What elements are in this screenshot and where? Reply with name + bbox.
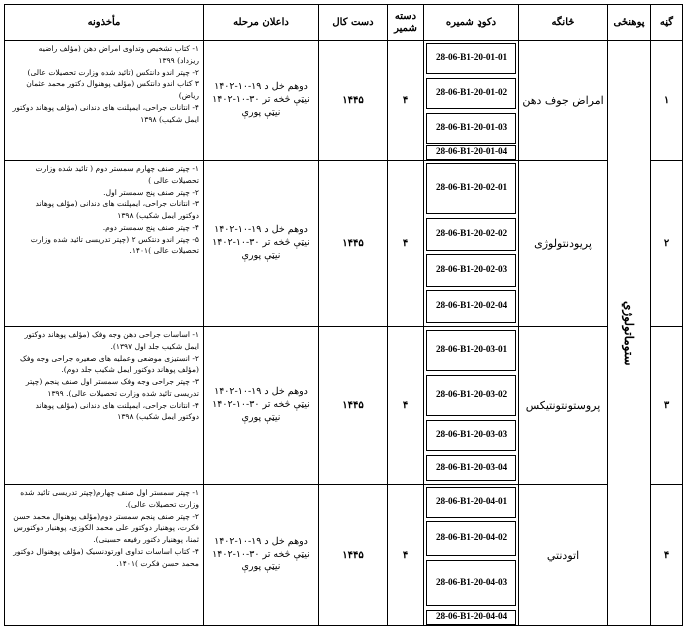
source-line: ۲- چپتر صنف پنجم سمستر دوم(مؤلف پوهنوال محمد حسن bbox=[13, 511, 199, 521]
position-code: 28-06-B1-20-03-01 bbox=[435, 345, 508, 355]
source-line: تحصیلات عالی ) bbox=[148, 175, 199, 185]
announce-phase bbox=[204, 327, 318, 484]
position-code: 28-06-B1-20-02-01 bbox=[435, 183, 508, 193]
position-code: 28-06-B1-20-01-02 bbox=[435, 88, 508, 98]
source-line: ۱- اساسات جراحی دهن وجه وفک (مؤلف پوهاند دوکتور bbox=[24, 330, 199, 339]
sources-list bbox=[5, 485, 203, 625]
row-number: ۲ bbox=[663, 238, 670, 249]
header-announce-phase: داعلان مرحله bbox=[233, 16, 289, 28]
position-code: 28-06-B1-20-02-03 bbox=[435, 265, 508, 275]
source-line: ۳- چپتر جراحی وجه وفک سمستر اول صنف پنجم (چپتر bbox=[25, 377, 199, 387]
source-line: ۲- انستیزی موضعی وعملیه های صغیره جراحی وجه وفک bbox=[20, 353, 199, 363]
phase-line: نیټې پورې bbox=[241, 106, 281, 118]
year-value: ۱۴۴۵ bbox=[342, 238, 364, 249]
phase-line: دوهم خل د ۱۹-۱۰-۱۴۰۲ bbox=[214, 535, 308, 547]
row-number: ۱ bbox=[663, 95, 670, 106]
sources-list bbox=[5, 41, 203, 160]
source-line: ۴- چپتر صنف پنج سمستر دوم. bbox=[102, 222, 199, 232]
position-code: 28-06-B1-20-04-03 bbox=[435, 577, 508, 588]
source-line: ۱- کتاب تشخیص وتداوی امراض دهن (مؤلف راضیه bbox=[38, 44, 199, 53]
phase-line: دوهم خل د ۱۹-۱۰-۱۴۰۲ bbox=[214, 386, 308, 398]
source-line: (مؤلف پوهاند دوکتور ایمل شکیب جلد دوم). bbox=[61, 365, 199, 375]
position-code: 28-06-B1-20-04-04 bbox=[435, 612, 508, 622]
department-name: پروستونتونتیکس bbox=[525, 399, 601, 412]
phase-line: نیټې پورې bbox=[241, 411, 281, 423]
source-line: ۴- کتاب اساسات تداوی اورتودنسیک (مؤلف پوهنوال دوکتور bbox=[13, 546, 199, 556]
position-code: 28-06-B1-20-02-02 bbox=[435, 229, 508, 239]
header-code: دکوډ شمیره bbox=[445, 16, 497, 28]
sources-list bbox=[5, 327, 203, 484]
source-line: ایمل شکیب جلد اول ۱۳۹۷). bbox=[110, 341, 199, 351]
source-line: فکرت، پوهنیار دوکتور علی محمد الکوزی، پوهنیار دوکتورس bbox=[13, 523, 199, 533]
position-code: 28-06-B1-20-03-04 bbox=[435, 462, 508, 473]
section-count: ۴ bbox=[402, 400, 409, 411]
phase-line: نیټې څخه تر ۳۰-۱۰-۱۴۰۲ bbox=[212, 94, 310, 106]
header-faculty: پوهنځی bbox=[613, 16, 645, 28]
source-line: ۴- انتانات جراحی، ایمپلنت های دندانی (مؤلف پوهاند دوکتور bbox=[12, 102, 199, 112]
source-line: ریاض) bbox=[178, 91, 199, 101]
source-line: تدریسی تائید شده وزارت تحصیلات عالی). ۱۳۹۹ bbox=[47, 388, 199, 398]
announce-phase bbox=[204, 41, 318, 160]
position-code: 28-06-B1-20-02-04 bbox=[435, 301, 508, 311]
announce-phase bbox=[204, 485, 318, 625]
department-name: اتودنتي bbox=[546, 548, 580, 562]
position-code: 28-06-B1-20-03-03 bbox=[435, 430, 508, 440]
section-count: ۴ bbox=[402, 549, 409, 561]
source-line: تحصیلات عالی )۱۴۰۱. bbox=[129, 246, 199, 256]
phase-line: نیټې پورې bbox=[241, 249, 281, 261]
row-number: ۴ bbox=[663, 549, 670, 561]
announce-phase bbox=[204, 161, 318, 326]
source-line: ۱- چپتر صنف چهارم سمستر دوم ( تائید شده وزارت bbox=[35, 164, 199, 173]
year-value: ۱۴۴۵ bbox=[342, 549, 364, 561]
row-number: ۳ bbox=[663, 400, 670, 411]
phase-line: نیټې پورې bbox=[241, 561, 281, 573]
phase-line: نیټې څخه تر ۳۰-۱۰-۱۴۰۲ bbox=[212, 399, 310, 411]
position-code: 28-06-B1-20-01-01 bbox=[435, 53, 508, 63]
position-code: 28-06-B1-20-04-02 bbox=[435, 533, 508, 543]
source-line: دوکتور ایمل شکیب) ۱۳۹۸ bbox=[117, 211, 199, 221]
source-line: ۲- چپتر صنف پنج سمستر اول. bbox=[103, 187, 199, 197]
year-value: ۱۴۴۵ bbox=[342, 95, 364, 106]
faculty-name: ستوماتولوژي bbox=[622, 300, 636, 366]
faculty-cell bbox=[608, 41, 650, 625]
source-line: محمد حسن فکرت )۱۴۰۱. bbox=[116, 558, 199, 568]
source-line: ۲- چپتر اندو دانتکس (تائید شده وزارت تحصیلات عالی) bbox=[27, 67, 199, 77]
phase-line: نیټې څخه تر ۳۰-۱۰-۱۴۰۲ bbox=[212, 548, 310, 560]
position-code: 28-06-B1-20-01-03 bbox=[435, 123, 508, 133]
source-line: دوکتور ایمل شکیب) ۱۳۹۸ bbox=[117, 412, 199, 422]
sources-list bbox=[5, 161, 203, 326]
header-sources: مأخذونه bbox=[87, 16, 121, 28]
position-code: 28-06-B1-20-04-01 bbox=[435, 497, 508, 507]
header-department: څانگه bbox=[551, 16, 575, 28]
phase-line: دوهم خل د ۱۹-۱۰-۱۴۰۲ bbox=[214, 81, 308, 93]
source-line: ۴- انتانات جراحی، ایمپلنت های دندانی (مؤلف پوهاند bbox=[35, 400, 199, 410]
source-line: ۳ کتاب اندو دانتکس (مؤلف پوهنوال دکتور محمد عثمان bbox=[26, 79, 199, 89]
department-name: امراض جوف دهن bbox=[522, 94, 604, 107]
source-line: ثمنا، پوهنیار دکتور رفیعه حسینی). bbox=[93, 535, 199, 545]
header-gana: گڼه bbox=[659, 16, 674, 28]
phase-line: دوهم خل د ۱۹-۱۰-۱۴۰۲ bbox=[214, 224, 308, 236]
position-code: 28-06-B1-20-03-02 bbox=[435, 390, 508, 400]
year-value: ۱۴۴۵ bbox=[342, 400, 364, 411]
position-code: 28-06-B1-20-01-04 bbox=[435, 147, 508, 157]
source-line: ریزداد) ۱۳۹۹ bbox=[158, 55, 199, 65]
header-section-count: دسته شمیر bbox=[394, 11, 417, 34]
header-year: دست کال bbox=[332, 16, 374, 28]
department-name: پریودنتولوژی bbox=[534, 237, 592, 250]
section-count: ۴ bbox=[402, 95, 409, 106]
source-line: ۱- چپتر سمستر اول صنف چهارم(چپتر تدریسی تائید شده bbox=[20, 488, 199, 497]
section-count: ۴ bbox=[402, 238, 409, 249]
source-line: ۳- انتانات جراحی، ایمپلنت های دندانی (مؤلف پوهاند bbox=[35, 199, 199, 209]
phase-line: نیټې څخه تر ۳۰-۱۰-۱۴۰۲ bbox=[212, 237, 310, 249]
source-line: ۵- چپتر اندو دنتکس ۲ (چپتر تدریسی تائید شده وزارت bbox=[30, 234, 199, 244]
source-line: ایمل شکیب) ۱۳۹۸ bbox=[140, 114, 199, 124]
source-line: وزارت تحصیلات عالی). bbox=[125, 499, 199, 509]
